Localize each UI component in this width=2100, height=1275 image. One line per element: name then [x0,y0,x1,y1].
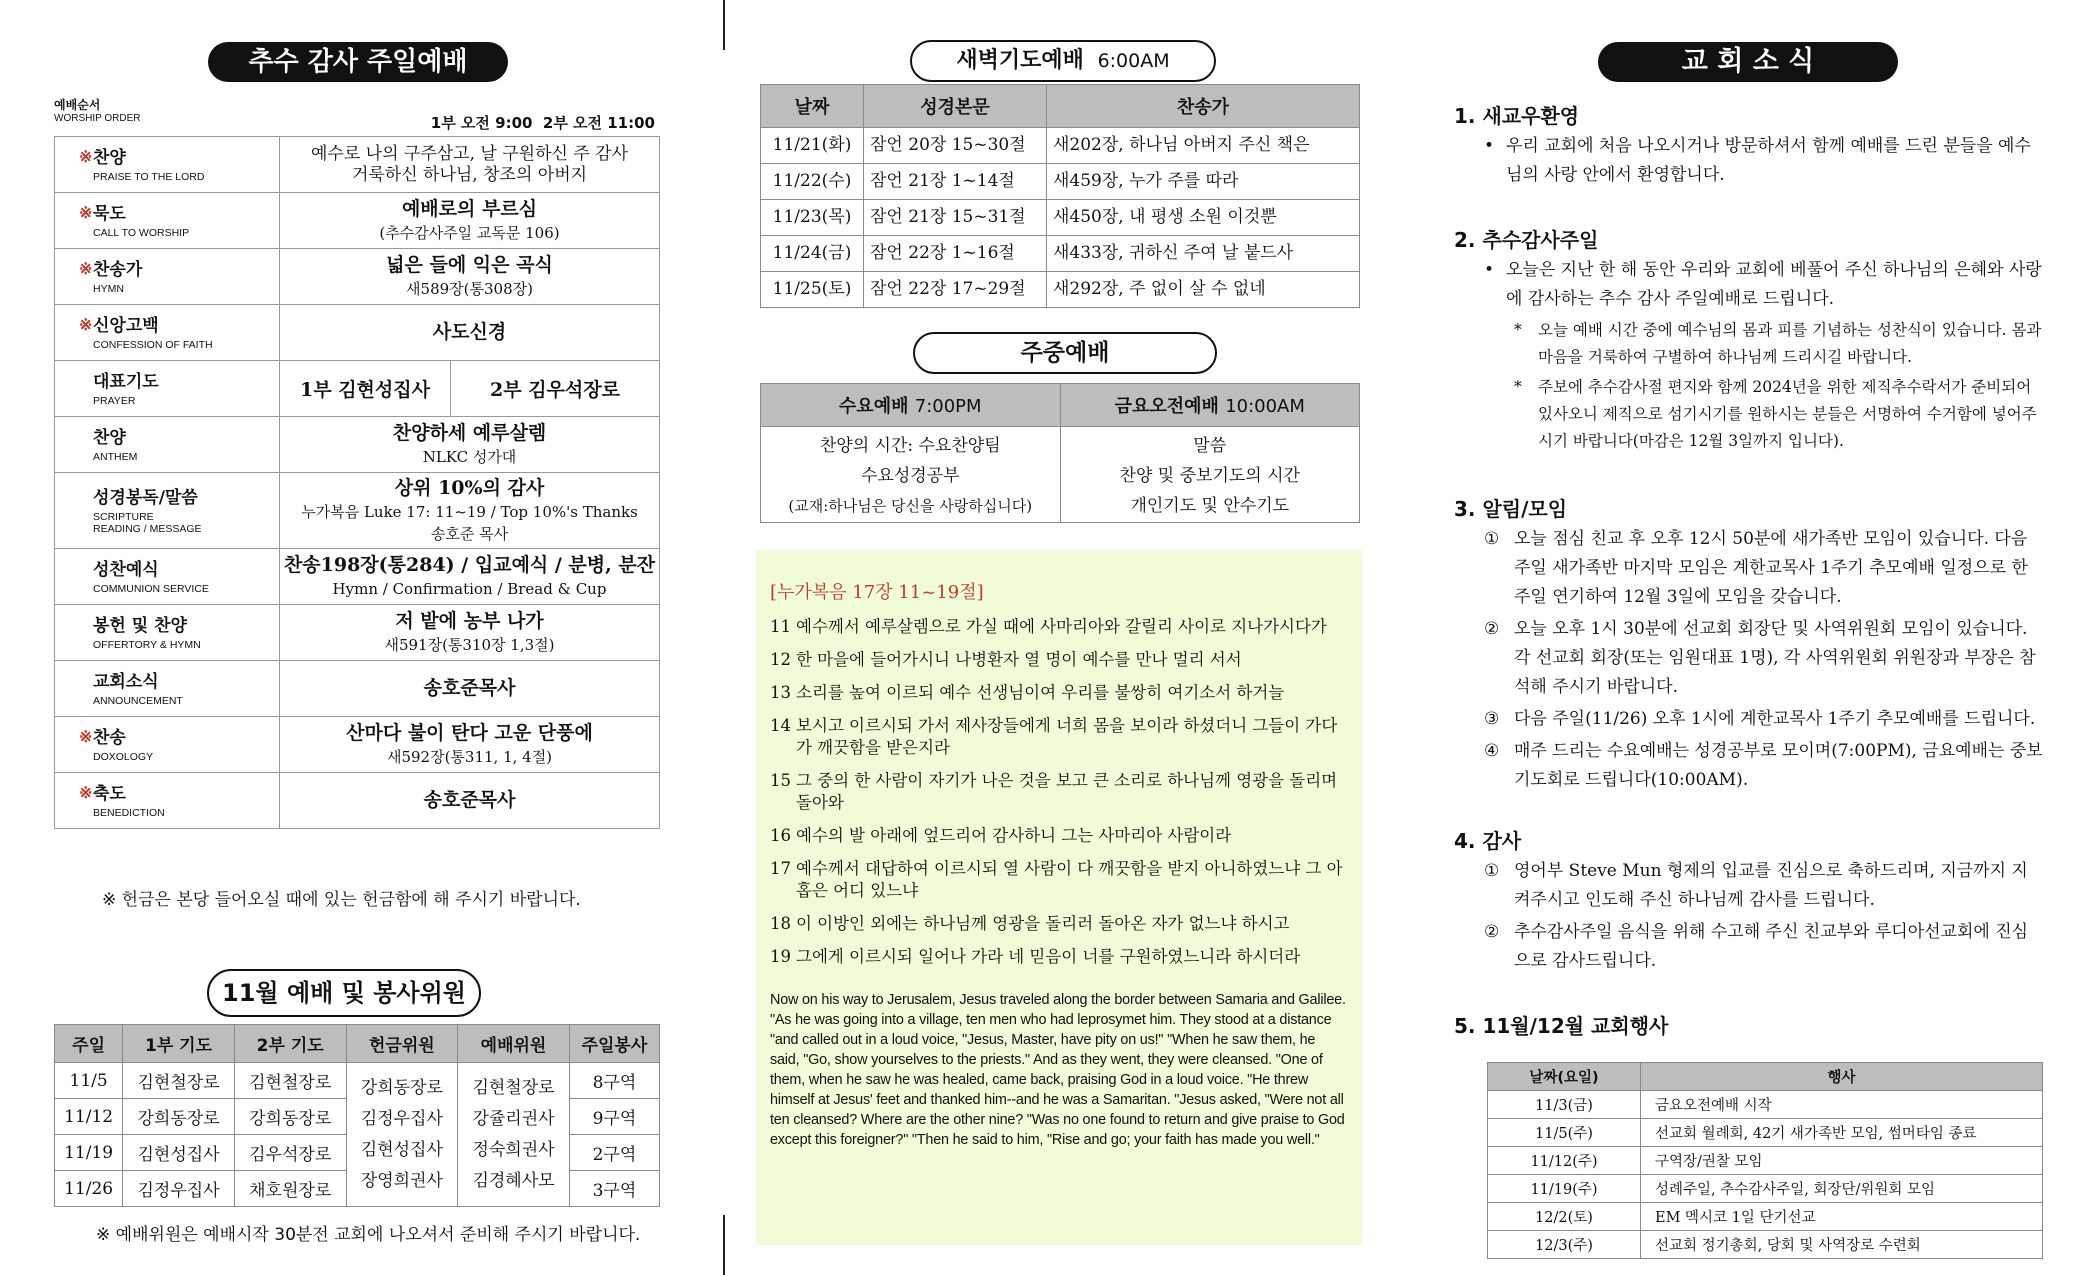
dawn-header: 성경본문 [864,85,1047,128]
event-name: 금요오전예배 시작 [1641,1091,2043,1119]
worship-staff-name: 강쥴리권사 [472,1108,555,1129]
verse-text: 그 중의 한 사람이 자기가 나은 것을 보고 큰 소리로 하나님께 영광을 돌리며 돌아와 [796,771,1338,812]
news-section-heading: 4. 감사 [1454,829,1522,853]
duty-cell: 9구역 [569,1099,659,1135]
item-main: 송호준목사 [423,677,516,699]
verse-item [770,825,1348,847]
duty-cell: 11/12 [55,1099,123,1135]
worship-item-content [280,605,660,661]
item-sub: Hymn / Confirmation / Bread & Cup [332,580,607,598]
verse-number: 14 [770,716,791,735]
verse-text: 예수께서 예루살렘으로 가실 때에 사마리아와 갈릴리 사이로 지나가시다가 [796,617,1327,636]
dawn-cell: 잠언 20장 15~30절 [864,128,1047,164]
news-item-marker: • [1484,260,1495,280]
item-kor: 축도 [93,783,126,804]
worship-item-label [55,473,280,549]
duty-cell: 강희동장로 [234,1099,346,1135]
duty-cell: 11/5 [55,1063,123,1099]
dawn-cell: 잠언 22장 17~29절 [864,272,1047,308]
worship-item-label [55,137,280,193]
duty-header: 예배위원 [458,1025,570,1063]
news-title: 교 회 소 식 [1598,42,1898,82]
news-item-marker: ④ [1484,741,1500,761]
duty-table [54,1024,660,1207]
news-section-heading: 3. 알림/모임 [1454,497,1568,521]
duty-cell: 김정우집사 [123,1171,235,1207]
worship-staff [458,1063,570,1207]
duty-cell: 11/19 [55,1135,123,1171]
duty-header: 헌금위원 [346,1025,458,1063]
verse-item [770,682,1348,704]
news-section [1454,100,2044,190]
news-section-heading: 5. 11월/12월 교회행사 [1454,1014,1669,1038]
verse-number: 11 [770,617,791,636]
event-row [1488,1231,2043,1259]
news-item-marker: ① [1484,529,1500,549]
offering-staff-name: 장영희권사 [360,1170,443,1191]
news-item-text: 영어부 Steve Mun 형제의 입교를 진심으로 축하드리며, 지금까지 지켜주시고 인도해 주신 하나님께 감사를 드립니다. [1514,861,2028,910]
required-mark: ※ [79,726,93,746]
item-kor: 봉헌 및 찬양 [93,615,187,636]
duty-cell: 채호원장로 [234,1171,346,1207]
duty-header: 1부 기도 [123,1025,235,1063]
news-item [1454,615,2044,702]
order-kor: 예배순서 [54,98,101,112]
verse-item [770,616,1348,638]
duty-cell: 11/26 [55,1171,123,1207]
item-sub: (추수감사주일 교독문 106) [379,224,560,242]
item-eng: SCRIPTURE READING / MESSAGE [93,510,202,535]
dawn-cell: 11/22(수) [761,164,864,200]
wed-label: 수요예배 [838,396,909,417]
fri-line: 말씀 [1193,436,1227,456]
worship-item-content [280,417,660,473]
service-times: 1부 오전 9:00 2부 오전 11:00 [430,114,655,132]
item-eng: CALL TO WORSHIP [93,226,190,239]
duty-cell: 강희동장로 [123,1099,235,1135]
required-mark: ※ [79,782,93,802]
dawn-row [761,164,1360,200]
item-main: 상위 10%의 감사 [394,477,545,499]
item-eng: COMMUNION SERVICE [93,582,209,595]
worship-staff-name: 김경혜사모 [472,1170,555,1191]
fri-line: 찬양 및 중보기도의 시간 [1119,466,1300,486]
dawn-row [761,236,1360,272]
item-eng: BENEDICTION [93,806,165,819]
offering-staff-name: 김현성집사 [360,1139,443,1160]
worship-row [55,361,660,417]
verse-item [770,858,1348,902]
news-item-marker: ③ [1484,709,1500,729]
worship-item-label [55,773,280,829]
worship-item-content [280,717,660,773]
duty-cell: 3구역 [569,1171,659,1207]
worship-order-label [54,96,141,124]
fri-time: 10:00AM [1225,396,1305,417]
dawn-cell: 새450장, 내 평생 소원 이것뿐 [1047,200,1360,236]
dawn-title-text: 새벽기도예배 [956,48,1084,73]
worship-item-label [55,305,280,361]
verse-text: 보시고 이르시되 가서 제사장들에게 너희 몸을 보이라 하셨더니 그들이 가다가 깨끗함을 받은지라 [796,716,1338,757]
dawn-cell: 새292장, 주 없이 살 수 없네 [1047,272,1360,308]
fri-header [1060,384,1360,427]
item-eng: PRAISE TO THE LORD [93,170,205,183]
verse-item [770,913,1348,935]
item-kor: 성찬예식 [93,559,159,580]
scripture-reference: [누가복음 17장 11~19절] [770,582,984,603]
verse-number: 12 [770,650,791,669]
verse-item [770,715,1348,759]
fri-label: 금요오전예배 [1114,396,1219,417]
event-date: 11/5(주) [1488,1119,1641,1147]
item-kor: 찬송가 [93,259,143,280]
worship-item-label [55,717,280,773]
worship-item-label [55,249,280,305]
item-sub: 누가복음 Luke 17: 11~19 / Top 10%'s Thanks [301,503,638,521]
worship-item-content [280,193,660,249]
event-date: 11/12(주) [1488,1147,1641,1175]
duty-header: 주일 [55,1025,123,1063]
duty-cell: 2구역 [569,1135,659,1171]
news-item [1454,317,2044,371]
news-item [1454,857,2044,915]
event-name: 선교회 월례회, 42기 새가족반 모임, 썸머타임 종료 [1641,1119,2043,1147]
worship-staff-name: 정숙희권사 [472,1139,555,1160]
news-item-text: 매주 드리는 수요예배는 성경공부로 모이며(7:00PM), 금요예배는 중보기도회로 드립니다(10:00AM). [1514,741,2043,790]
news-section [1454,1010,2044,1039]
worship-item-label [55,417,280,473]
dawn-cell: 잠언 22장 1~16절 [864,236,1047,272]
verse-text: 이 이방인 외에는 하나님께 영광을 돌리러 돌아온 자가 없느냐 하시고 [796,914,1290,933]
item-sub: 새592장(통311, 1, 4절) [386,748,553,766]
news-item-text: 주보에 추수감사절 편지와 함께 2024년을 위한 제직추수락서가 준비되어 있사오니 제직으로 섬기시기를 원하시는 분들은 서명하여 수거함에 넣어주시기 바랍니다(마감은 12월 3일까지 입니다). [1538,378,2037,450]
news-item-text: 우리 교회에 처음 나오시거나 방문하셔서 함께 예배를 드린 분들을 예수님의 사랑 안에서 환영합니다. [1506,136,2031,185]
news-item-marker: ② [1484,922,1500,942]
verse-item [770,946,1348,968]
worship-item-label [55,605,280,661]
worship-row [55,305,660,361]
duty-cell: 김우석장로 [234,1135,346,1171]
item-main: 찬송198장(통284) / 입교예식 / 분병, 분잔 [283,554,656,576]
worship-item-label [55,661,280,717]
dawn-cell: 새202장, 하나님 아버지 주신 책은 [1047,128,1360,164]
verse-number: 17 [770,859,791,878]
item-main: 사도신경 [432,321,507,343]
verse-number: 19 [770,947,791,966]
news-item [1454,918,2044,976]
news-item-text: 추수감사주일 음식을 위해 수고해 주신 친교부와 루디아선교회에 진심으로 감사드립니다. [1514,922,2029,971]
worship-item-label [55,549,280,605]
prayer-first: 1부 김현성집사 [280,361,451,417]
item-preacher: 송호준 목사 [430,525,509,543]
verse-number: 13 [770,683,791,702]
dawn-row [761,200,1360,236]
dawn-time: 6:00AM [1097,50,1170,72]
event-date: 11/19(주) [1488,1175,1641,1203]
worship-item-content [280,305,660,361]
worship-order-table [54,136,660,829]
item-main: 산마다 불이 탄다 고운 단풍에 [346,722,593,744]
event-row [1488,1119,2043,1147]
item-main: 넓은 들에 익은 곡식 [386,254,553,276]
item-main: 찬양하세 예루살렘 [392,422,547,444]
news-item [1454,705,2044,734]
dawn-cell: 11/25(토) [761,272,864,308]
fri-line: 개인기도 및 안수기도 [1130,496,1290,516]
duty-row [55,1063,660,1099]
news-item-text: 다음 주일(11/26) 오후 1시에 계한교목사 1주기 추모예배를 드립니다. [1514,709,2036,729]
event-row [1488,1203,2043,1231]
event-name: 선교회 정기총회, 당회 및 사역장로 수련회 [1641,1231,2043,1259]
worship-item-content [280,249,660,305]
dawn-row [761,128,1360,164]
duty-note: ※ 예배위원은 예배시작 30분전 교회에 나오셔서 준비해 주시기 바랍니다. [96,1225,641,1245]
verse-text: 예수께서 대답하여 이르시되 열 사람이 다 깨끗함을 받지 아니하였느냐 그 아홉은 어디 있느냐 [796,859,1343,900]
item-main: 예수로 나의 구주삼고, 날 구원하신 주 감사 [310,143,628,164]
duty-header: 2부 기도 [234,1025,346,1063]
verse-number: 16 [770,826,791,845]
dawn-cell: 잠언 21장 1~14절 [864,164,1047,200]
wed-time: 7:00PM [914,396,982,417]
wed-header [761,384,1061,427]
required-mark: ※ [79,258,93,278]
required-mark: ※ [79,202,93,222]
duty-cell: 김현철장로 [234,1063,346,1099]
event-date: 12/2(토) [1488,1203,1641,1231]
worship-row [55,717,660,773]
news-section-heading: 2. 추수감사주일 [1454,228,1599,252]
column-divider [723,0,725,50]
news-item-marker: * [1514,378,1522,396]
item-sub: 새589장(통308장) [406,280,533,298]
dawn-header: 찬송가 [1047,85,1360,128]
wed-detail [761,427,1061,523]
offering-note: ※ 헌금은 본당 들어오실 때에 있는 헌금함에 해 주시기 바랍니다. [102,890,581,910]
verse-text: 소리를 높여 이르되 예수 선생님이여 우리를 불쌍히 여기소서 하거늘 [796,683,1285,702]
events-table [1487,1062,2043,1259]
news-item-marker: ② [1484,619,1500,639]
worship-row [55,193,660,249]
worship-staff-name: 김현철장로 [472,1077,555,1098]
worship-item-content [280,473,660,549]
verse-text: 한 마을에 들어가시니 나병환자 열 명이 예수를 만나 멀리 서서 [796,650,1242,669]
item-main: 송호준목사 [423,789,516,811]
dawn-cell: 11/24(금) [761,236,864,272]
worship-row [55,137,660,193]
item-kor: 대표기도 [93,371,159,392]
event-row [1488,1147,2043,1175]
wed-line: 찬양의 시간: 수요찬양팀 [819,436,1001,456]
dawn-cell: 새459장, 누가 주를 따라 [1047,164,1360,200]
weekday-table [760,383,1360,523]
scripture-box [756,550,1362,1245]
news-item-text: 오늘은 지난 한 해 동안 우리와 교회에 베풀어 주신 하나님의 은혜와 사랑에 감사하는 추수 감사 주일예배로 드립니다. [1506,260,2042,309]
item-eng: ANNOUNCEMENT [93,694,183,707]
worship-row [55,417,660,473]
worship-item-content [280,137,660,193]
event-name: 구역장/권찰 모임 [1641,1147,2043,1175]
worship-item-label [55,361,280,417]
dawn-header: 날짜 [761,85,864,128]
church-news [1454,100,2044,1039]
worship-item-content [280,549,660,605]
event-row [1488,1091,2043,1119]
item-sub: 거룩하신 하나님, 창조의 아버지 [351,164,588,185]
news-item-marker: ① [1484,861,1500,881]
news-section [1454,224,2044,455]
duty-header: 주일봉사 [569,1025,659,1063]
verse-item [770,649,1348,671]
item-kor: 교회소식 [93,671,159,692]
item-eng: OFFERTORY & HYMN [93,638,201,651]
news-item-text: 오늘 오후 1시 30분에 선교회 회장단 및 사역위원회 모임이 있습니다. 각 선교회 회장(또는 임원대표 1명), 각 사역위원회 위원장과 부장은 참석해 주시기 바랍니다. [1514,619,2036,697]
prayer-second: 2부 김우석장로 [451,361,660,417]
events-header: 날짜(요일) [1488,1063,1641,1091]
item-kor: 찬송 [93,727,126,748]
weekday-title: 주중예배 [913,332,1217,374]
wed-line: 수요성경공부 [860,466,960,486]
item-eng: CONFESSION OF FAITH [93,338,213,351]
required-mark: ※ [79,314,93,334]
item-eng: DOXOLOGY [93,750,154,763]
item-eng: HYMN [93,282,124,295]
news-item [1454,132,2044,190]
worship-row [55,549,660,605]
events-header: 행사 [1641,1063,2043,1091]
item-kor: 묵도 [93,203,126,224]
verse-number: 18 [770,914,791,933]
news-item [1454,737,2044,795]
news-item [1454,525,2044,612]
verse-number: 15 [770,771,791,790]
news-section-heading: 1. 새교우환영 [1454,104,1580,128]
duty-cell: 김현철장로 [123,1063,235,1099]
news-item [1454,374,2044,455]
news-item-text: 오늘 점심 친교 후 오후 12시 50분에 새가족반 모임이 있습니다. 다음 주일 새가족반 마지막 모임은 계한교목사 1주기 추모예배 일정으로 한 주일 연기하여 12월 3일에 모임을 갖습니다. [1514,529,2028,607]
dawn-row [761,272,1360,308]
item-sub: 새591장(통310장 1,3절) [384,636,555,654]
item-eng: PRAYER [93,394,136,407]
worship-item-label [55,193,280,249]
column-divider-bottom [723,1215,725,1275]
event-name: 성례주일, 추수감사주일, 회장단/위원회 모임 [1641,1175,2043,1203]
verse-text: 그에게 이르시되 일어나 가라 네 믿음이 너를 구원하였느니라 하시더라 [796,947,1301,966]
item-kor: 성경봉독/말씀 [93,487,198,508]
duty-cell: 김현성집사 [123,1135,235,1171]
english-text: Now on his way to Jerusalem, Jesus traveled along the border between Samaria and Galilee. "As he was going into a village, ten men who had leprosymet him. They stood at a distance "and called out in a loud voice, "Jesus, Master, have pity on us!" "When he saw them, he said, "Go, show yourselves to the priests." And as they went, they were cleansed. "One of them, when he saw he was healed, came back, praising God in a loud voice. "He threw himself at Jesus' feet and thanked him--and he was a Samaritan. "Jesus asked, "Were not all ten cleansed? Where are the other nine? "Was no one found to return and give praise to God except this foreigner?" "Then he said to him, "Rise and go; your faith has made you well." [770,992,1346,1148]
required-mark: ※ [79,146,93,166]
duty-title: 11월 예배 및 봉사위원 [207,969,481,1017]
worship-row [55,249,660,305]
verse-list [770,616,1348,968]
dawn-cell: 11/23(목) [761,200,864,236]
verse-text: 예수의 발 아래에 엎드리어 감사하니 그는 사마리아 사람이라 [796,826,1232,845]
news-item-marker: * [1514,321,1522,339]
worship-row [55,473,660,549]
dawn-cell: 잠언 21장 15~31절 [864,200,1047,236]
worship-item-content [280,661,660,717]
news-item-marker: • [1484,136,1495,156]
news-item [1454,256,2044,314]
offering-staff-name: 강희동장로 [360,1077,443,1098]
order-eng: WORSHIP ORDER [54,113,141,124]
news-section [1454,493,2044,795]
fri-detail [1060,427,1360,523]
duty-cell: 8구역 [569,1063,659,1099]
offering-staff-name: 김정우집사 [360,1108,443,1129]
item-main: 저 밭에 농부 나가 [395,610,544,632]
dawn-table [760,84,1360,308]
worship-row [55,661,660,717]
dawn-cell: 새433장, 귀하신 주여 날 붙드사 [1047,236,1360,272]
item-sub: NLKC 성가대 [422,448,517,466]
item-eng: ANTHEM [93,450,138,463]
item-kor: 찬양 [93,147,126,168]
verse-item [770,770,1348,814]
worship-row [55,605,660,661]
event-row [1488,1175,2043,1203]
wed-line: (교재:하나님은 당신을 사랑하십니다) [788,497,1033,515]
offering-staff [346,1063,458,1207]
event-date: 12/3(주) [1488,1231,1641,1259]
news-section [1454,825,2044,976]
event-name: EM 멕시코 1일 단기선교 [1641,1203,2043,1231]
worship-row [55,773,660,829]
item-kor: 찬양 [93,427,126,448]
news-item-text: 오늘 예배 시간 중에 예수님의 몸과 피를 기념하는 성찬식이 있습니다. 몸과 마음을 거룩하여 구별하여 하나님께 드리시길 바랍니다. [1538,321,2042,366]
worship-title: 추수 감사 주일예배 [208,42,508,82]
dawn-cell: 11/21(화) [761,128,864,164]
dawn-title [910,40,1216,82]
event-date: 11/3(금) [1488,1091,1641,1119]
item-kor: 신앙고백 [93,315,159,336]
item-main: 예배로의 부르심 [401,198,538,220]
worship-item-content [280,773,660,829]
